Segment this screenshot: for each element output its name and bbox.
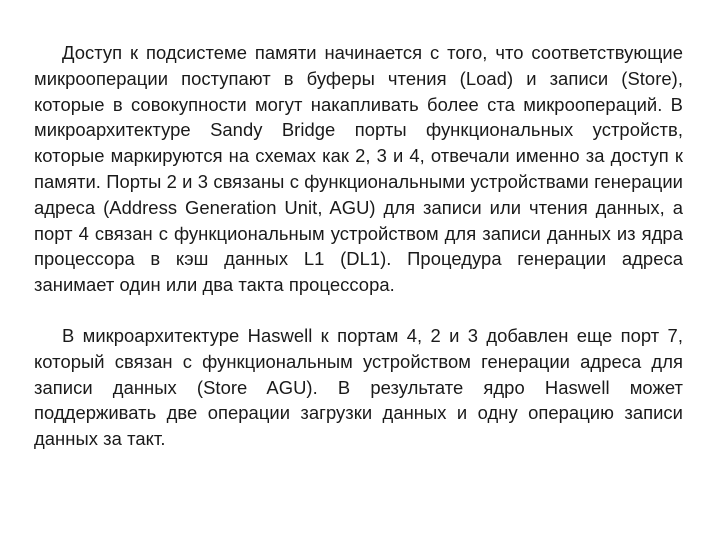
paragraph-haswell: В микроархитектуре Haswell к портам 4, 2 и 3 добавлен еще порт 7, который связан с функциональным устройством генерации адреса для записи данных (Store AGU). В результате ядро Haswell может поддерживать две операции загрузки данных и одну операцию записи данных за такт. [34,324,683,450]
document-body [34,40,683,452]
paragraph-memory-subsystem: Доступ к подсистеме памяти начинается с того, что соответствующие микрооперации поступают в буферы чтения (Load) и записи (Store), которые в совокупности могут накапливать более ста микроопераций. В микроархитектуре Sandy Bridge порты функциональных устройств, которые маркируются на схемах как 2, 3 и 4, отвечали именно за доступ к памяти. Порты 2 и 3 связаны с функциональными устройствами генерации адреса (Address Generation Unit, AGU) для записи или чтения данных, а порт 4 связан с функциональным устройством для записи данных из ядра процессора в кэш данных L1 (DL1). Процедура генерации адреса занимает один или два такта процессора. [34,42,683,296]
